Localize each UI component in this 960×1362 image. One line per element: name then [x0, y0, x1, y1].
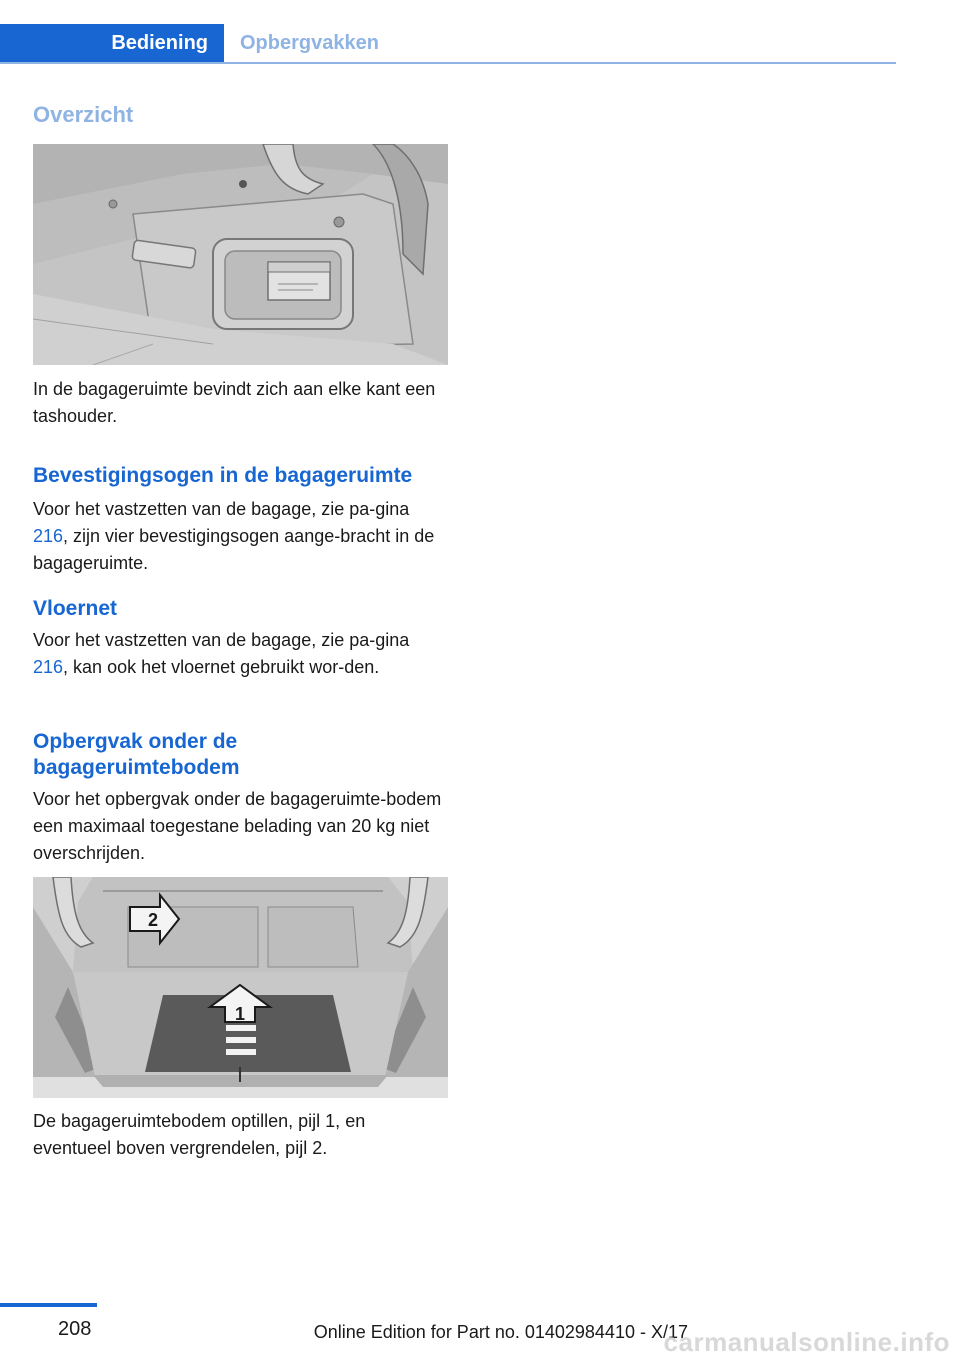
lift-floor-text: De bagageruimtebodem optillen, pijl 1, en eventueel boven vergrendelen, pijl 2.	[33, 1111, 366, 1158]
tab-bediening[interactable]: Bediening	[0, 24, 224, 62]
page-link-216-floor-net[interactable]: 216	[33, 657, 64, 677]
trunk-floor-figure	[33, 877, 448, 1098]
tie-down-eyes-text	[33, 496, 448, 577]
footer-rule	[0, 1303, 97, 1307]
arrow-1-label: 1	[234, 1004, 246, 1024]
overview-text: In de bagageruimte bevindt zich aan elke kant een tashouder.	[33, 379, 436, 426]
tab-opbergvakken[interactable]: Opbergvakken	[240, 32, 379, 54]
floor-net-text	[33, 627, 448, 681]
header-tabbar	[0, 24, 896, 64]
edition-note: Online Edition for Part no. 01402984410 - X/17	[313, 1322, 688, 1342]
storage-compartment-heading: Opbergvak onder de bagageruimtebodem	[33, 730, 240, 779]
page-number: 208	[58, 1318, 92, 1340]
floor-net-heading: Vloernet	[33, 597, 118, 620]
arrow-2-label: 2	[147, 910, 159, 930]
overview-heading: Overzicht	[33, 102, 134, 127]
floor-net-text-b: , kan ook het vloernet gebruikt wor-den.	[63, 657, 380, 677]
storage-compartment-text: Voor het opbergvak onder de bagageruimte-bodem een maximaal toegestane belading van 20 kg niet overschrijden.	[33, 789, 442, 863]
page-link-216[interactable]: 216	[33, 526, 64, 546]
tie-down-eyes-text-b: , zijn vier bevestigingsogen aange-bracht in de bagageruimte.	[33, 526, 435, 573]
tie-down-eyes-text-a: Voor het vastzetten van de bagage, zie pa-gina	[33, 499, 410, 519]
watermark: carmanualsonline.info	[663, 1327, 950, 1357]
floor-net-text-a: Voor het vastzetten van de bagage, zie pa-gina	[33, 630, 410, 650]
trunk-side-figure	[33, 144, 448, 365]
tie-down-eyes-heading: Bevestigingsogen in de bagageruimte	[33, 464, 413, 487]
